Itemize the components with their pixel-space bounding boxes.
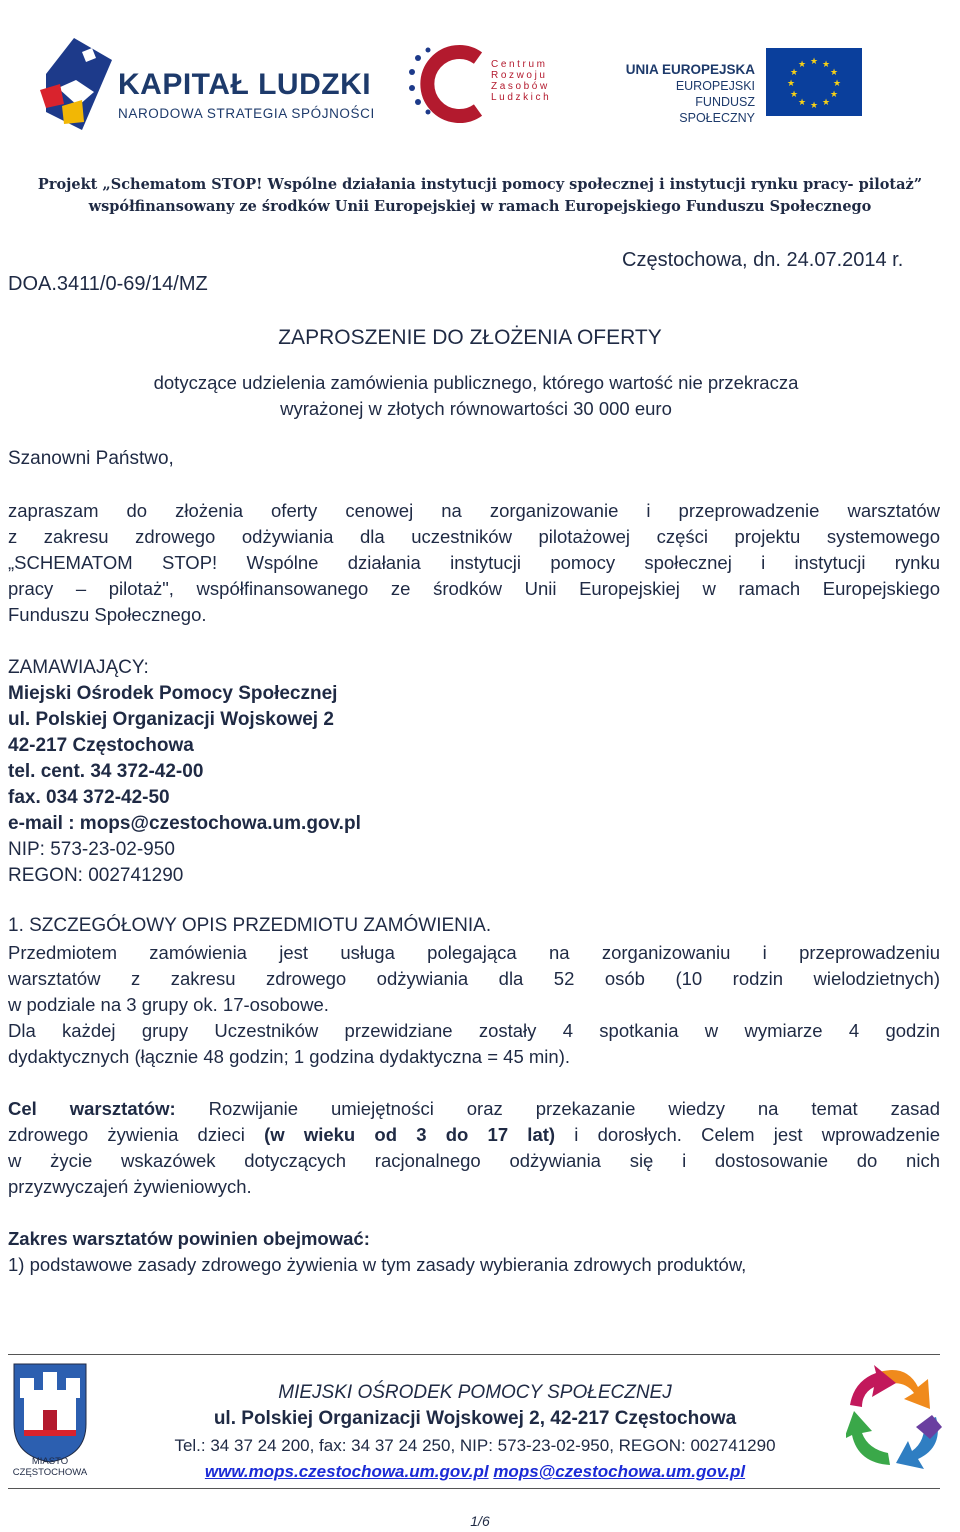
contact-nip: NIP: 573-23-02-950 xyxy=(8,839,175,860)
greeting: Szanowni Państwo, xyxy=(8,448,174,469)
contact-city: 42-217 Częstochowa xyxy=(8,735,194,756)
svg-text:★: ★ xyxy=(829,68,839,78)
ue-efs-logo xyxy=(618,48,868,123)
footer-divider-bottom xyxy=(8,1488,940,1489)
document-subtitle: dotyczące udzielenia zamówienia publicznego, którego wartość nie przekracza wyrażonej w złotych równowartości 30 000 euro xyxy=(153,372,799,419)
ue-efs-text: UNIA EUROPEJSKA EUROPEJSKI FUNDUSZ SPOŁECZNY xyxy=(625,62,755,125)
crest-label: MIASTO CZĘSTOCHOWA xyxy=(12,1456,88,1478)
svg-text:★: ★ xyxy=(797,60,807,70)
footer-contact-line: Tel.: 34 37 24 200, fax: 34 37 24 250, NIP: 573-23-02-950, REGON: 002741290 xyxy=(174,1436,776,1455)
crl-text: Centrum Rozwoju Zasobów Ludzkich xyxy=(491,59,552,103)
contracting-authority xyxy=(8,655,361,889)
contact-name: Miejski Ośrodek Pomocy Społecznej xyxy=(8,683,338,704)
kapital-ludzki-subtitle: NARODOWA STRATEGIA SPÓJNOŚCI xyxy=(118,106,375,121)
section-1-heading: 1. SZCZEGÓŁOWY OPIS PRZEDMIOTU ZAMÓWIENIA. xyxy=(8,915,492,936)
crl-logo xyxy=(406,44,576,124)
email-link[interactable]: mops@czestochowa.um.gov.pl xyxy=(493,1462,746,1481)
document-title: ZAPROSZENIE DO ZŁOŻENIA OFERTY xyxy=(278,326,662,349)
eu-flag-icon xyxy=(766,48,862,116)
svg-text:★: ★ xyxy=(797,98,807,108)
scope-section xyxy=(8,1226,940,1278)
contact-regon: REGON: 002741290 xyxy=(8,865,184,886)
svg-text:★: ★ xyxy=(821,98,831,108)
footer-divider-top xyxy=(8,1354,940,1355)
czestochowa-crest-icon xyxy=(10,1360,90,1464)
page-number: 1/6 xyxy=(470,1513,490,1529)
contact-label: ZAMAWIAJĄCY: xyxy=(8,657,149,678)
kapital-ludzki-emblem-icon xyxy=(38,34,118,134)
contact-tel: tel. cent. 34 372-42-00 xyxy=(8,761,204,782)
svg-text:★: ★ xyxy=(789,90,799,100)
svg-text:★: ★ xyxy=(829,90,839,100)
contact-street: ul. Polskiej Organizacji Wojskowej 2 xyxy=(8,709,334,730)
goal-paragraph: Cel warsztatów: Rozwijanie umiejętności oraz przekazanie wiedzy na temat zasad zdrowego żywienia dzieci (w wieku od 3 do 17 lat) i dorosłych. Celem jest wprowadzenie w życie wskazówek dotyczących racjonalnego odżywiania się i dostosowanie do nich przyzwyczajeń żywieniowych. xyxy=(8,1098,941,1197)
svg-text:★: ★ xyxy=(832,79,842,89)
section-1-paragraph: Przedmiotem zamówienia jest usługa polegająca na zorganizowaniu i przeprowadzeniu warsztatów z zakresu zdrowego odżywiania dla 52 osób (10 rodzin wielodzietnych) w podziale na 3 grupy ok. 17-osobowe. Dla każdej grupy Uczestników przewidziane zostały 4 spotkania w wymiarze 4 godzin dydaktycznych (łącznie 48 godzin; 1 godzina dydaktyczna = 45 min). xyxy=(8,942,940,1067)
crl-emblem-icon xyxy=(406,44,488,124)
document-date: Częstochowa, dn. 24.07.2014 r. xyxy=(622,249,904,271)
mops-arrows-logo-icon xyxy=(846,1365,946,1469)
reference-number: DOA.3411/0-69/14/MZ xyxy=(8,273,208,295)
svg-text:★: ★ xyxy=(809,57,819,67)
kapital-ludzki-logo xyxy=(38,34,375,134)
footer-address: ul. Polskiej Organizacji Wojskowej 2, 42-217 Częstochowa xyxy=(213,1408,737,1429)
contact-email: e-mail : mops@czestochowa.um.gov.pl xyxy=(8,813,361,834)
contact-fax: fax. 034 372-42-50 xyxy=(8,787,170,808)
svg-text:★: ★ xyxy=(786,79,796,89)
goal-label: Cel warsztatów: xyxy=(8,1098,176,1119)
website-link[interactable]: www.mops.czestochowa.um.gov.pl xyxy=(204,1462,489,1481)
svg-text:★: ★ xyxy=(809,101,819,111)
kapital-ludzki-title: KAPITAŁ LUDZKI xyxy=(118,68,372,101)
intro-paragraph: zapraszam do złożenia oferty cenowej na zorganizowanie i przeprowadzenie warsztatów z zakresu zdrowego odżywiania dla uczestników pilotażowej części projektu systemowego „SCHEMATOM STOP! Wspólne działania instytucji pomocy społecznej i instytucji rynku pracy – pilotaż", współfinansowanego ze środków Unii Europejskiej w ramach Europejskiego Funduszu Społecznego. xyxy=(8,500,940,625)
scope-heading: Zakres warsztatów powinien obejmować: xyxy=(8,1228,370,1249)
footer-links xyxy=(100,1462,850,1482)
svg-text:★: ★ xyxy=(821,60,831,70)
scope-item-1: 1) podstawowe zasady zdrowego żywienia w tym zasady wybierania zdrowych produktów, xyxy=(8,1254,747,1275)
svg-text:★: ★ xyxy=(789,68,799,78)
project-banner: Projekt „Schematom STOP! Wspólne działania instytucji pomocy społecznej i instytucji rynku pracy- pilotaż” współfinansowany ze środków Unii Europejskiej w ramach Europejskiego Funduszu Społecznego xyxy=(37,176,923,215)
footer-org-name: MIEJSKI OŚRODEK POMOCY SPOŁECZNEJ xyxy=(278,1382,672,1403)
